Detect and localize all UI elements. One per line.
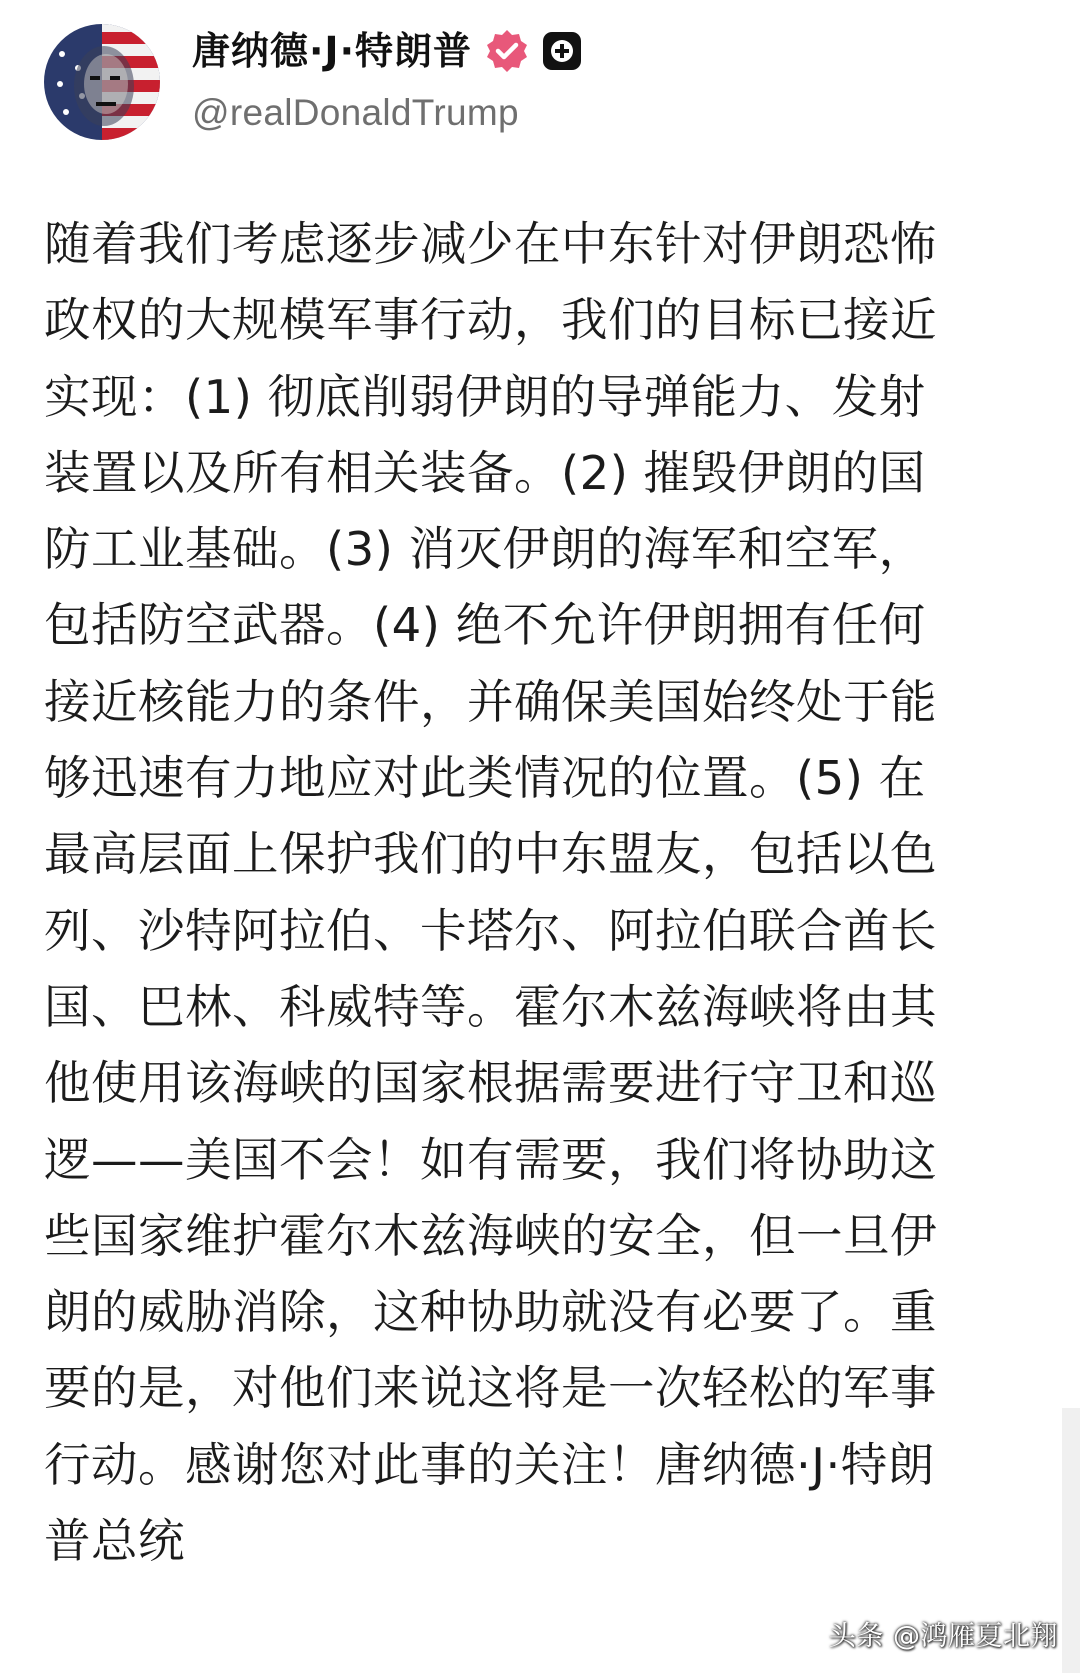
author-handle[interactable]: @realDonaldTrump — [192, 92, 519, 133]
author-identity — [192, 23, 582, 141]
post-header — [44, 22, 582, 142]
scrollbar-track[interactable] — [1062, 1408, 1080, 1673]
watermark: 头条 @鸿雁夏北翔 — [828, 1621, 1058, 1652]
post-body-text: 随着我们考虑逐步减少在中东针对伊朗恐怖 政权的大规模军事行动，我们的目标已接近 实现：(1) 彻底削弱伊朗的导弹能力、发射 装置以及所有相关装备。(2) 摧毁伊朗的国 防工业基础。(3) 消灭伊朗的海军和空军， 包括防空武器。(4) 绝不允许伊朗拥有任何 接近核能力的条件，并确保美国始终处于能 够迅速有力地应对此类情况的位置。(5) 在 最高层面上保护我们的中东盟友，包括以色 列、沙特阿拉伯、卡塔尔、阿拉伯联合酋长 国、巴林、科威特等。霍尔木兹海峡将由其 他使用该海峡的国家根据需要进行守卫和巡 逻——美国不会！如有需要，我们将协助这 些国家维护霍尔木兹海峡的安全，但一旦伊 朗的威胁消除，这种协助就没有必要了。重 要的是，对他们来说这将是一次轻松的军事 行动。感谢您对此事的关注！唐纳德·J·特朗 普总统 — [44, 217, 937, 1569]
avatar-flag-portrait-icon — [44, 24, 160, 140]
avatar[interactable] — [44, 24, 160, 140]
verified-badge-icon — [484, 28, 530, 74]
plus-badge-icon — [542, 31, 582, 71]
name-row — [192, 23, 582, 79]
author-display-name[interactable]: 唐纳德·J·特朗普 — [192, 29, 473, 73]
